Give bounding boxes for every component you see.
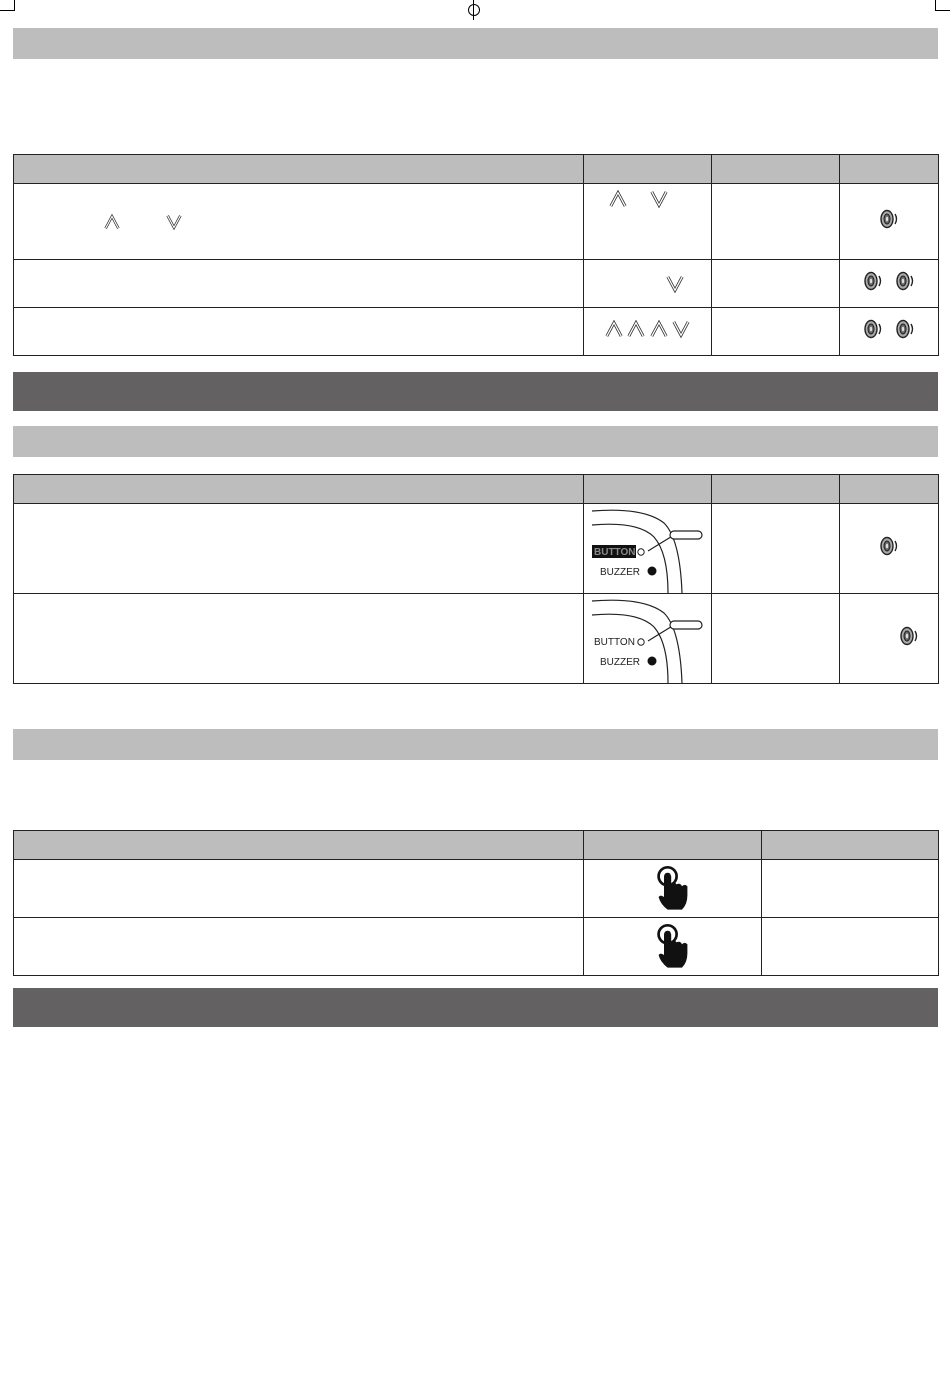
chevron-up-icon: [104, 214, 120, 230]
crop-mark-top-right: [935, 0, 950, 11]
key-sequence-table: [13, 154, 939, 356]
table1-row2-indicator: [712, 260, 840, 308]
table1-header-description: [14, 155, 584, 184]
section-header-band-3: [13, 729, 938, 760]
table2-row2-description: [14, 594, 584, 684]
table1-row1-description: [14, 184, 584, 260]
beep-icon: [898, 625, 920, 647]
chevron-up-icon: [605, 320, 623, 338]
table3-header-description: [14, 831, 584, 860]
beep-icon: [878, 208, 900, 230]
section-header-band-2: [13, 426, 938, 457]
table1-row1-keys: [584, 184, 712, 260]
table3-row2-action: [584, 918, 762, 976]
section-header-band-1: [13, 28, 938, 59]
table-row: [14, 594, 939, 684]
table1-row1-beeps: [840, 184, 939, 260]
crop-mark-top-left: [0, 0, 15, 11]
table3-header-result: [762, 831, 939, 860]
chevron-down-icon: [650, 190, 668, 208]
table2-header-description: [14, 475, 584, 504]
beep-icon: [862, 318, 884, 340]
table1-row3-keys: [584, 308, 712, 356]
table-row: [14, 860, 939, 918]
table2-header-diagram: [584, 475, 712, 504]
table2-row1-indicator: [712, 504, 840, 594]
table2-row2-diagram: [584, 594, 712, 684]
table2-header-beeps: [840, 475, 939, 504]
section-divider-dark-2: [13, 988, 938, 1027]
buzzer-label: BUZZER: [600, 566, 640, 578]
table3-row2-description: [14, 918, 584, 976]
table1-header-keys: [584, 155, 712, 184]
finger-press-icon: [655, 922, 691, 970]
finger-press-icon: [655, 864, 691, 912]
table3-row2-result: [762, 918, 939, 976]
table1-row2-keys: [584, 260, 712, 308]
chevron-up-icon: [627, 320, 645, 338]
registration-mark-top: [464, 0, 484, 20]
table-row: [14, 308, 939, 356]
table3-row1-description: [14, 860, 584, 918]
beep-icon: [894, 270, 916, 292]
table1-row3-description: [14, 308, 584, 356]
touch-action-table: [13, 830, 939, 976]
chevron-down-icon: [666, 275, 684, 293]
table-row: [14, 504, 939, 594]
table3-row1-action: [584, 860, 762, 918]
button-label: BUTTON: [594, 546, 636, 558]
remote-button-table: [13, 474, 939, 684]
table2-row1-description: [14, 504, 584, 594]
chevron-up-icon: [650, 320, 668, 338]
table2-row2-beeps: [840, 594, 939, 684]
beep-icon: [894, 318, 916, 340]
chevron-down-icon: [672, 320, 690, 338]
beep-icon: [862, 270, 884, 292]
table2-row1-diagram: [584, 504, 712, 594]
chevron-down-icon: [166, 214, 182, 230]
section-divider-dark-1: [13, 372, 938, 411]
table1-row2-beeps: [840, 260, 939, 308]
table-row: [14, 918, 939, 976]
table-row: [14, 184, 939, 260]
table2-header-indicator: [712, 475, 840, 504]
buzzer-label: BUZZER: [600, 656, 640, 668]
table3-header-action: [584, 831, 762, 860]
table1-row1-indicator: [712, 184, 840, 260]
chevron-up-icon: [609, 190, 627, 208]
table1-row2-description: [14, 260, 584, 308]
table1-header-indicator: [712, 155, 840, 184]
table-row: [14, 260, 939, 308]
remote-button-diagram: [584, 595, 710, 683]
table1-header-beeps: [840, 155, 939, 184]
table1-row3-indicator: [712, 308, 840, 356]
beep-icon: [878, 535, 900, 557]
table1-row3-beeps: [840, 308, 939, 356]
table2-row2-indicator: [712, 594, 840, 684]
button-label: BUTTON: [594, 636, 635, 648]
table3-row1-result: [762, 860, 939, 918]
remote-button-diagram: [584, 505, 710, 593]
table2-row1-beeps: [840, 504, 939, 594]
